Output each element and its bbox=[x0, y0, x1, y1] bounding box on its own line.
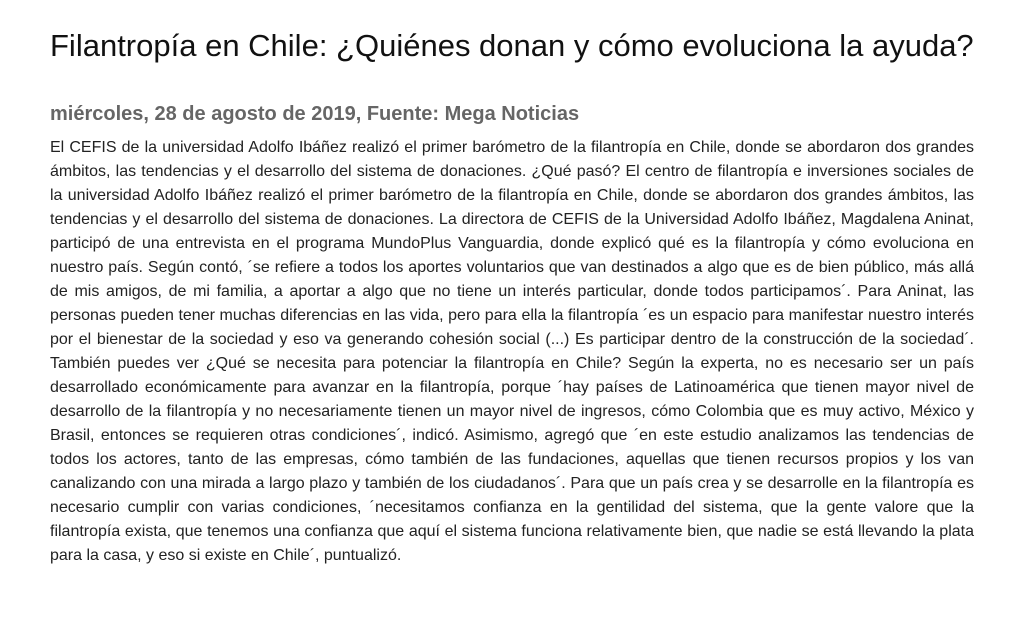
article-body: El CEFIS de la universidad Adolfo Ibáñez realizó el primer barómetro de la filantropía en Chile, donde se abordaron dos grandes ámbitos, las tendencias y el desarrollo del sistema de donaciones. ¿Qué pasó? El centro de filantropía e inversiones sociales de la universidad Adolfo Ibáñez realizó el primer barómetro de la filantropía en Chile, donde se abordaron dos grandes ámbitos, las tendencias y el desarrollo del sistema de donaciones. La directora de CEFIS de la Universidad Adolfo Ibáñez, Magdalena Aninat, participó de una entrevista en el programa MundoPlus Vanguardia, donde explicó qué es la filantropía y cómo evoluciona en nuestro país. Según contó, ´se refiere a todos los aportes voluntarios que van destinados a algo que es de bien público, más allá de mis amigos, de mi familia, a aportar a algo que no tiene un interés particular, donde todos participamos´. Para Aninat, las personas pueden tener muchas diferencias en las vida, pero para ella la filantropía ´es un espacio para manifestar nuestro interés por el bienestar de la sociedad y eso va generando cohesión social (...) Es participar dentro de la construcción de la sociedad´. También puedes ver ¿Qué se necesita para potenciar la filantropía en Chile? Según la experta, no es necesario ser un país desarrollado económicamente para avanzar en la filantropía, porque ´hay países de Latinoamérica que tienen mayor nivel de desarrollo de la filantropía y no necesariamente tienen un mayor nivel de ingresos, cómo Colombia que es muy activo, México y Brasil, entonces se requieren otras condiciones´, indicó. Asimismo, agregó que ´en este estudio analizamos las tendencias de todos los actores, tanto de las empresas, cómo también de las fundaciones, aquellas que tienen recursos propios y los van canalizando con una mirada a largo plazo y también de los ciudadanos´. Para que un país crea y se desarrolle en la filantropía es necesario cumplir con varias condiciones, ´necesitamos confianza en la gentilidad del sistema, que la gente valore que la filantropía exista, que tenemos una confianza que aquí el sistema funciona relativamente bien, que nadie se está llevando la plata para la casa, y eso si existe en Chile´, puntualizó. bbox=[50, 139, 974, 564]
article-title: Filantropía en Chile: ¿Quiénes donan y cómo evoluciona la ayuda? bbox=[50, 28, 974, 63]
article-meta: miércoles, 28 de agosto de 2019, Fuente: Mega Noticias bbox=[50, 103, 580, 125]
article bbox=[50, 22, 974, 568]
